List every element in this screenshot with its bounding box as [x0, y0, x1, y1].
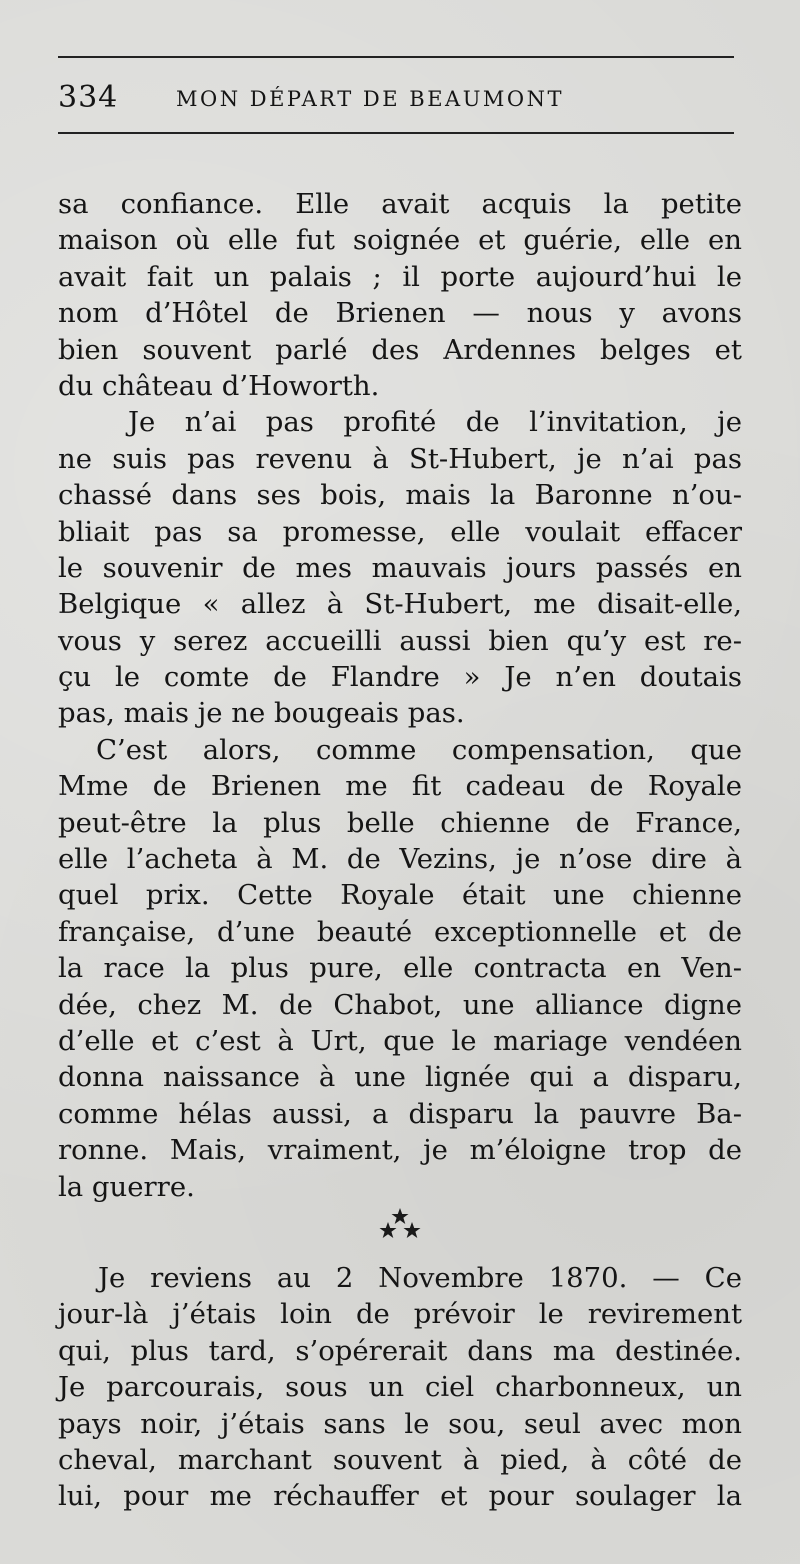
- text-line: qui, plus tard, s’opérerait dans ma destinée.: [58, 1334, 742, 1367]
- text-line: quel prix. Cette Royale était une chienne: [58, 879, 742, 912]
- text-line: dée, chez M. de Chabot, une alliance digne: [58, 988, 742, 1021]
- text-line: la race la plus pure, elle contracta en Ven-: [58, 952, 742, 985]
- header-rule-top: [58, 56, 734, 58]
- text-line: Mme de Brienen me fit cadeau de Royale: [58, 770, 742, 803]
- text-line: française, d’une beauté exceptionnelle et de: [58, 915, 742, 948]
- header-rule-bottom: [58, 132, 734, 134]
- text-line: bliait pas sa promesse, elle voulait effacer: [58, 515, 742, 548]
- text-line: lui, pour me réchauffer et pour soulager la: [58, 1480, 742, 1513]
- text-line: du château d’Howorth.: [58, 369, 380, 402]
- text-line: chassé dans ses bois, mais la Baronne n’ou-: [58, 479, 742, 512]
- text-line: cheval, marchant souvent à pied, à côté de: [58, 1443, 742, 1476]
- text-line: la guerre.: [58, 1170, 195, 1203]
- star-icon: [392, 1208, 409, 1224]
- text-line: comme hélas aussi, a disparu la pauvre Ba-: [58, 1097, 742, 1130]
- text-line: le souvenir de mes mauvais jours passés en: [58, 551, 742, 584]
- text-line: ne suis pas revenu à St-Hubert, je n’ai pas: [58, 442, 742, 475]
- text-line: vous y serez accueilli aussi bien qu’y est re-: [58, 624, 742, 657]
- text-line: çu le comte de Flandre » Je n’en doutais: [58, 661, 742, 694]
- text-line: peut-être la plus belle chienne de France,: [58, 806, 742, 839]
- text-line: nom d’Hôtel de Brienen — nous y avons: [58, 297, 742, 330]
- text-line: sa confiance. Elle avait acquis la petite: [58, 188, 742, 220]
- running-head: [58, 78, 734, 118]
- text-line: ronne. Mais, vraiment, je m’éloigne trop de: [58, 1134, 742, 1167]
- text-line: Je reviens au 2 Novembre 1870. — Ce: [98, 1262, 742, 1294]
- text-line: bien souvent parlé des Ardennes belges et: [58, 333, 742, 366]
- text-line: jour-là j’étais loin de prévoir le revirement: [58, 1298, 742, 1331]
- text-line: donna naissance à une lignée qui a disparu,: [58, 1061, 742, 1094]
- text-line: Belgique « allez à St-Hubert, me disait-elle,: [58, 588, 742, 621]
- text-line: d’elle et c’est à Urt, que le mariage vendéen: [58, 1024, 742, 1057]
- text-line: pas, mais je ne bougeais pas.: [58, 697, 465, 730]
- star-icon: [404, 1222, 421, 1238]
- text-line: Je parcourais, sous un ciel charbonneux, un: [58, 1371, 742, 1404]
- text-line: avait fait un palais ; il porte aujourd’hui le: [58, 260, 742, 293]
- body-text-part1: [58, 186, 742, 1205]
- text-line: maison où elle fut soignée et guérie, elle en: [58, 224, 742, 257]
- body-text-part2: [58, 1260, 742, 1515]
- asterism-ornament: [372, 1206, 428, 1242]
- text-line: elle l’acheta à M. de Vezins, je n’ose dire à: [58, 843, 742, 876]
- chapter-title: MON DÉPART DE BEAUMONT: [176, 87, 564, 111]
- text-line: C’est alors, comme compensation, que: [96, 733, 742, 766]
- star-icon: [380, 1222, 397, 1238]
- page-number: 334: [58, 80, 119, 115]
- text-line: Je n’ai pas profité de l’invitation, je: [128, 406, 742, 439]
- text-line: pays noir, j’étais sans le sou, seul avec mon: [58, 1407, 742, 1440]
